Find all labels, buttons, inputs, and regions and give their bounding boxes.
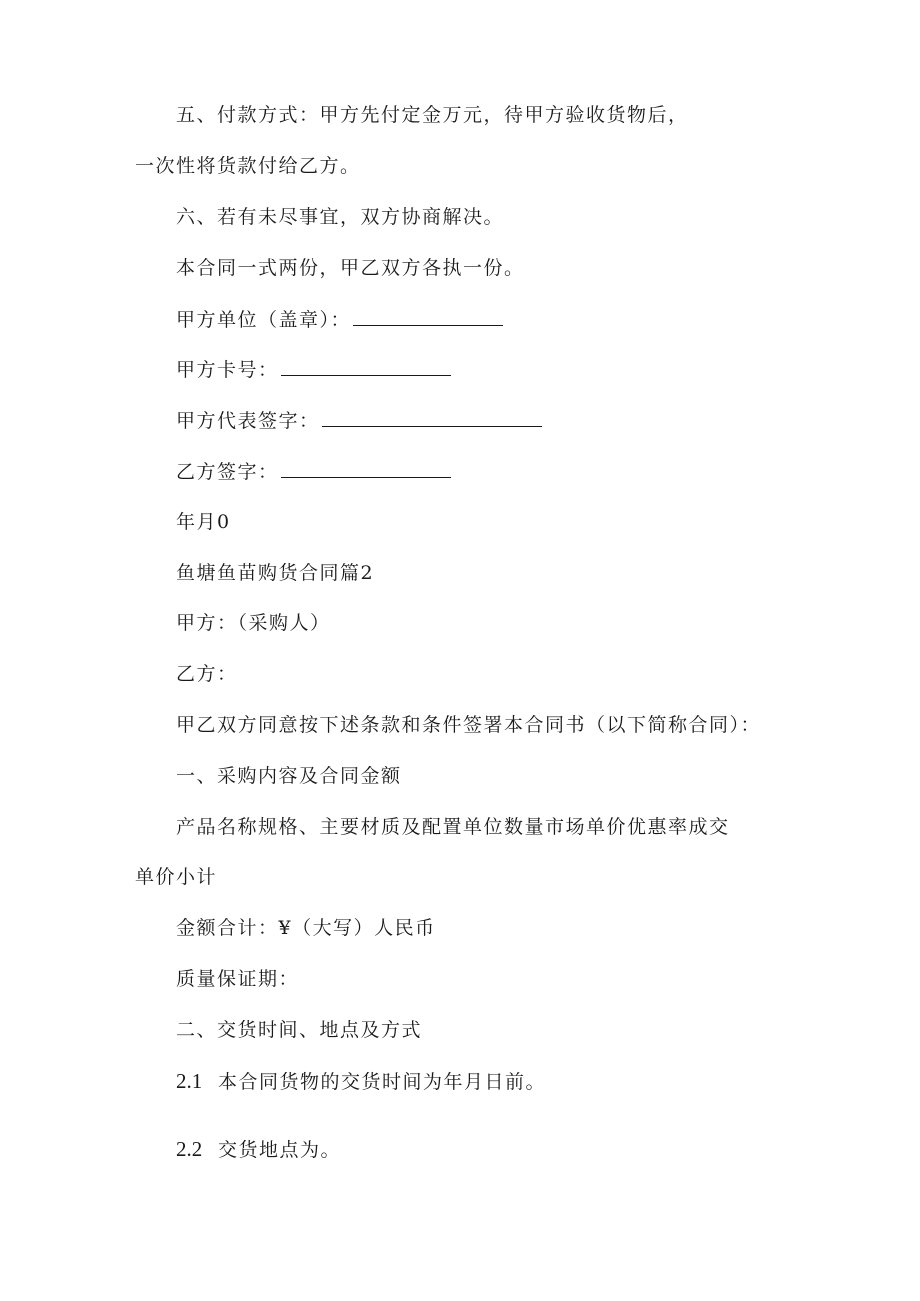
- product-fields-line-2: 单价小计: [135, 866, 218, 888]
- party-a-card-label: 甲方卡号：: [176, 359, 279, 381]
- clause-six: 六、若有未尽事宜，双方协商解决。: [176, 206, 505, 228]
- party-a-unit-row: [176, 307, 503, 332]
- party-b-line: 乙方：: [176, 663, 238, 685]
- party-a-unit-blank: [353, 307, 503, 326]
- party-a-purchaser: 甲方：（采购人）: [176, 612, 331, 634]
- party-b-sign-label: 乙方签字：: [176, 461, 279, 483]
- item-2-1-text: 本合同货物的交货时间为年月日前。: [218, 1071, 547, 1093]
- party-a-rep-sign-blank: [322, 408, 542, 427]
- party-b-sign-row: [176, 459, 451, 484]
- section-two-heading: 二、交货时间、地点及方式: [176, 1019, 423, 1041]
- party-a-rep-sign-label: 甲方代表签字：: [176, 410, 320, 432]
- party-a-unit-label: 甲方单位（盖章）：: [176, 309, 352, 331]
- agreement-statement: 甲乙双方同意按下述条款和条件签署本合同书（以下简称合同）：: [176, 714, 762, 736]
- item-2-2-number: 2.2: [176, 1137, 203, 1161]
- date-line: 年月0: [176, 511, 231, 533]
- item-2-2-text: 交货地点为。: [218, 1139, 342, 1161]
- item-2-2: [176, 1137, 341, 1162]
- party-a-card-row: [176, 357, 451, 382]
- copies-clause: 本合同一式两份，甲乙双方各执一份。: [176, 257, 525, 279]
- payment-clause-line-2: 一次性将货款付给乙方。: [135, 155, 361, 177]
- item-2-1-number: 2.1: [176, 1069, 203, 1093]
- section-one-heading: 一、采购内容及合同金额: [176, 765, 402, 787]
- item-2-1: [176, 1069, 546, 1094]
- party-b-sign-blank: [281, 459, 451, 478]
- party-a-rep-sign-row: [176, 408, 542, 433]
- total-amount-line: 金额合计：¥（大写）人民币: [176, 917, 436, 939]
- party-a-card-blank: [281, 357, 451, 376]
- payment-clause-line-1: 五、付款方式：甲方先付定金万元，待甲方验收货物后，: [176, 104, 689, 126]
- warranty-period-line: 质量保证期：: [176, 968, 300, 990]
- product-fields-line-1: 产品名称规格、主要材质及配置单位数量市场单价优惠率成交: [176, 816, 730, 838]
- contract-title-2: 鱼塘鱼苗购货合同篇2: [176, 562, 375, 584]
